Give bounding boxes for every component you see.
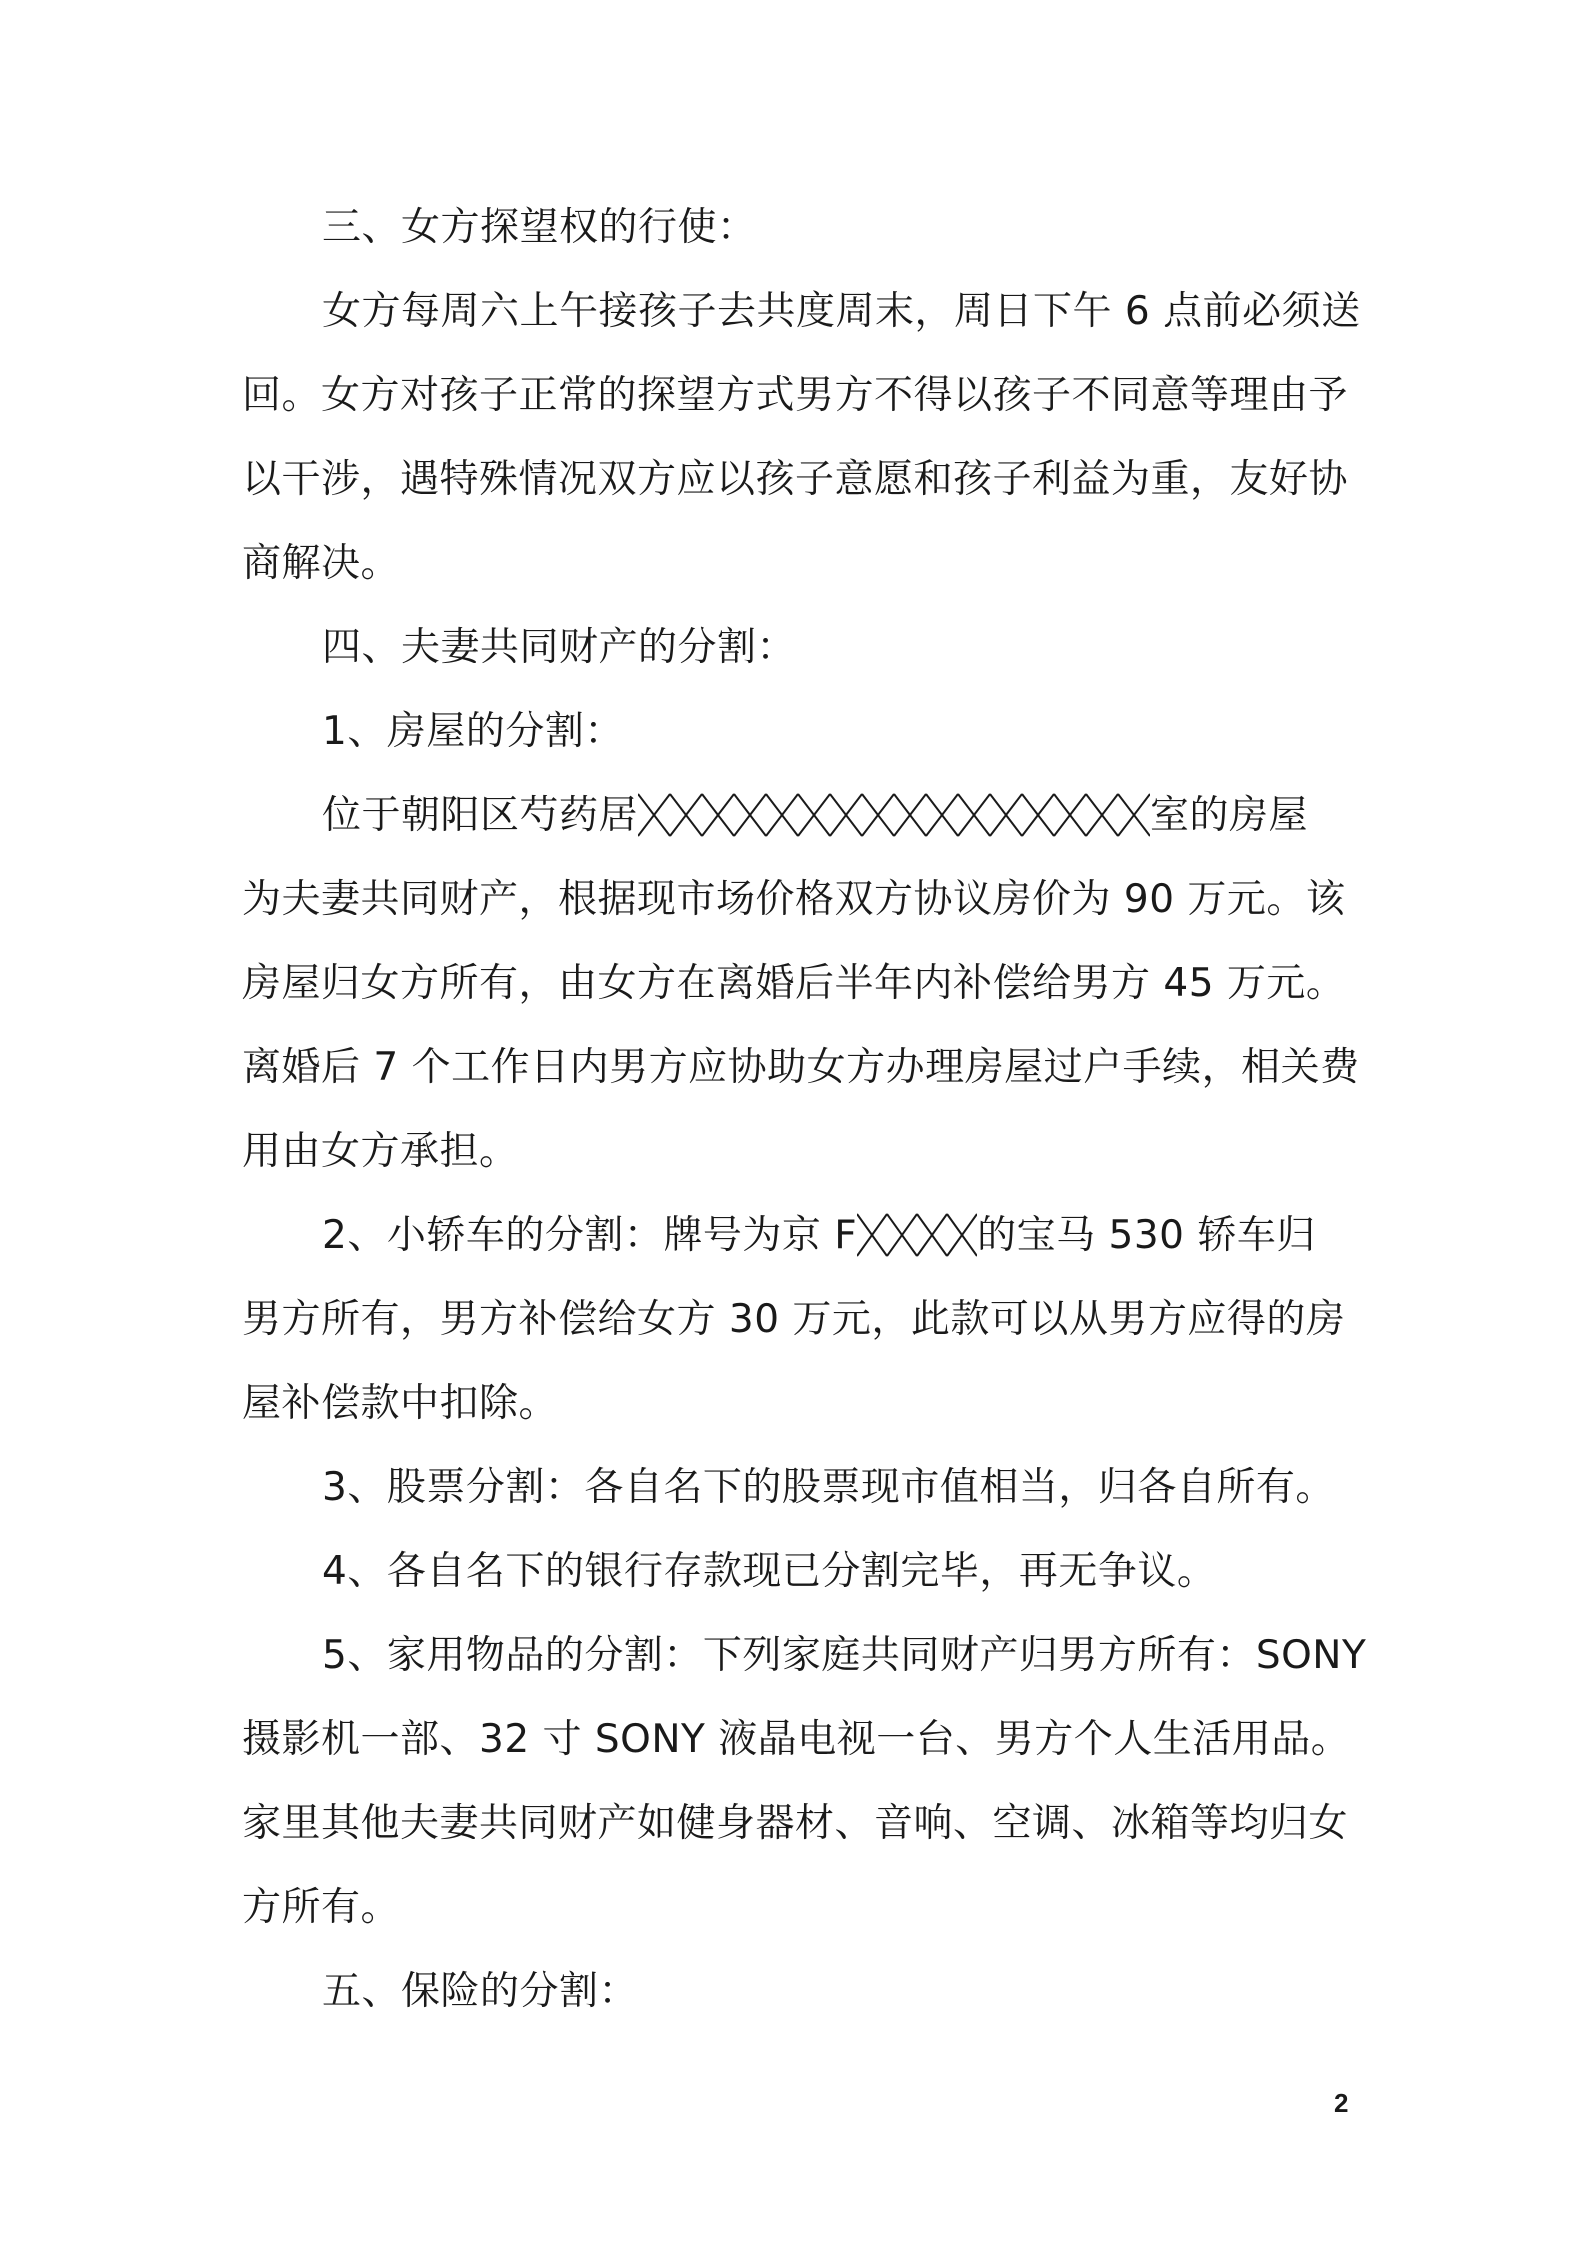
car-line — [242, 1194, 1354, 1278]
house-address-line — [242, 774, 1354, 858]
paragraph-line: 以干涉，遇特殊情况双方应以孩子意愿和孩子利益为重，友好协 — [242, 457, 1349, 502]
paragraph-line: 3、股票分割：各自名下的股票现市值相当，归各自所有。 — [322, 1465, 1335, 1510]
paragraph-line: 离婚后 7 个工作日内男方应协助女方办理房屋过户手续，相关费 — [242, 1045, 1360, 1090]
paragraph-line: 用由女方承担。 — [242, 1129, 519, 1174]
paragraph-line: 为夫妻共同财产，根据现市场价格双方协议房价为 90 万元。该 — [242, 877, 1346, 922]
paragraph-line: 家里其他夫妻共同财产如健身器材、音响、空调、冰箱等均归女 — [242, 1801, 1349, 1846]
paragraph-line: 摄影机一部、32 寸 SONY 液晶电视一台、男方个人生活用品。 — [242, 1717, 1351, 1762]
paragraph-line: 屋补偿款中扣除。 — [242, 1381, 559, 1426]
section-4-heading: 四、夫妻共同财产的分割： — [322, 625, 797, 670]
paragraph-line: 女方每周六上午接孩子去共度周末，周日下午 6 点前必须送 — [322, 289, 1361, 334]
paragraph-line: 回。女方对孩子正常的探望方式男方不得以孩子不同意等理由予 — [242, 373, 1349, 418]
section-5-heading: 五、保险的分割： — [322, 1969, 639, 2014]
paragraph-line: 房屋归女方所有，由女方在离婚后半年内补偿给男方 45 万元。 — [242, 961, 1346, 1006]
section-3-heading: 三、女方探望权的行使： — [322, 205, 757, 250]
subsection-heading: 1、房屋的分割： — [322, 709, 624, 754]
house-line-after: 室的房屋 — [1150, 793, 1309, 838]
car-line-before: 2、小轿车的分割：牌号为京 F — [322, 1213, 858, 1258]
redacted-address-mask — [638, 792, 1150, 838]
paragraph-line: 商解决。 — [242, 541, 401, 586]
paragraph-line: 方所有。 — [242, 1885, 401, 1930]
paragraph-line: 4、各自名下的银行存款现已分割完毕，再无争议。 — [322, 1549, 1217, 1594]
redacted-plate-mask — [857, 1212, 977, 1258]
page-number: 2 — [1334, 2088, 1349, 2118]
paragraph-line: 男方所有，男方补偿给女方 30 万元，此款可以从男方应得的房 — [242, 1297, 1346, 1342]
car-line-after: 的宝马 530 轿车归 — [977, 1213, 1316, 1258]
house-line-before: 位于朝阳区芍药居 — [322, 793, 639, 838]
paragraph-line: 5、家用物品的分割：下列家庭共同财产归男方所有：SONY — [322, 1633, 1367, 1678]
